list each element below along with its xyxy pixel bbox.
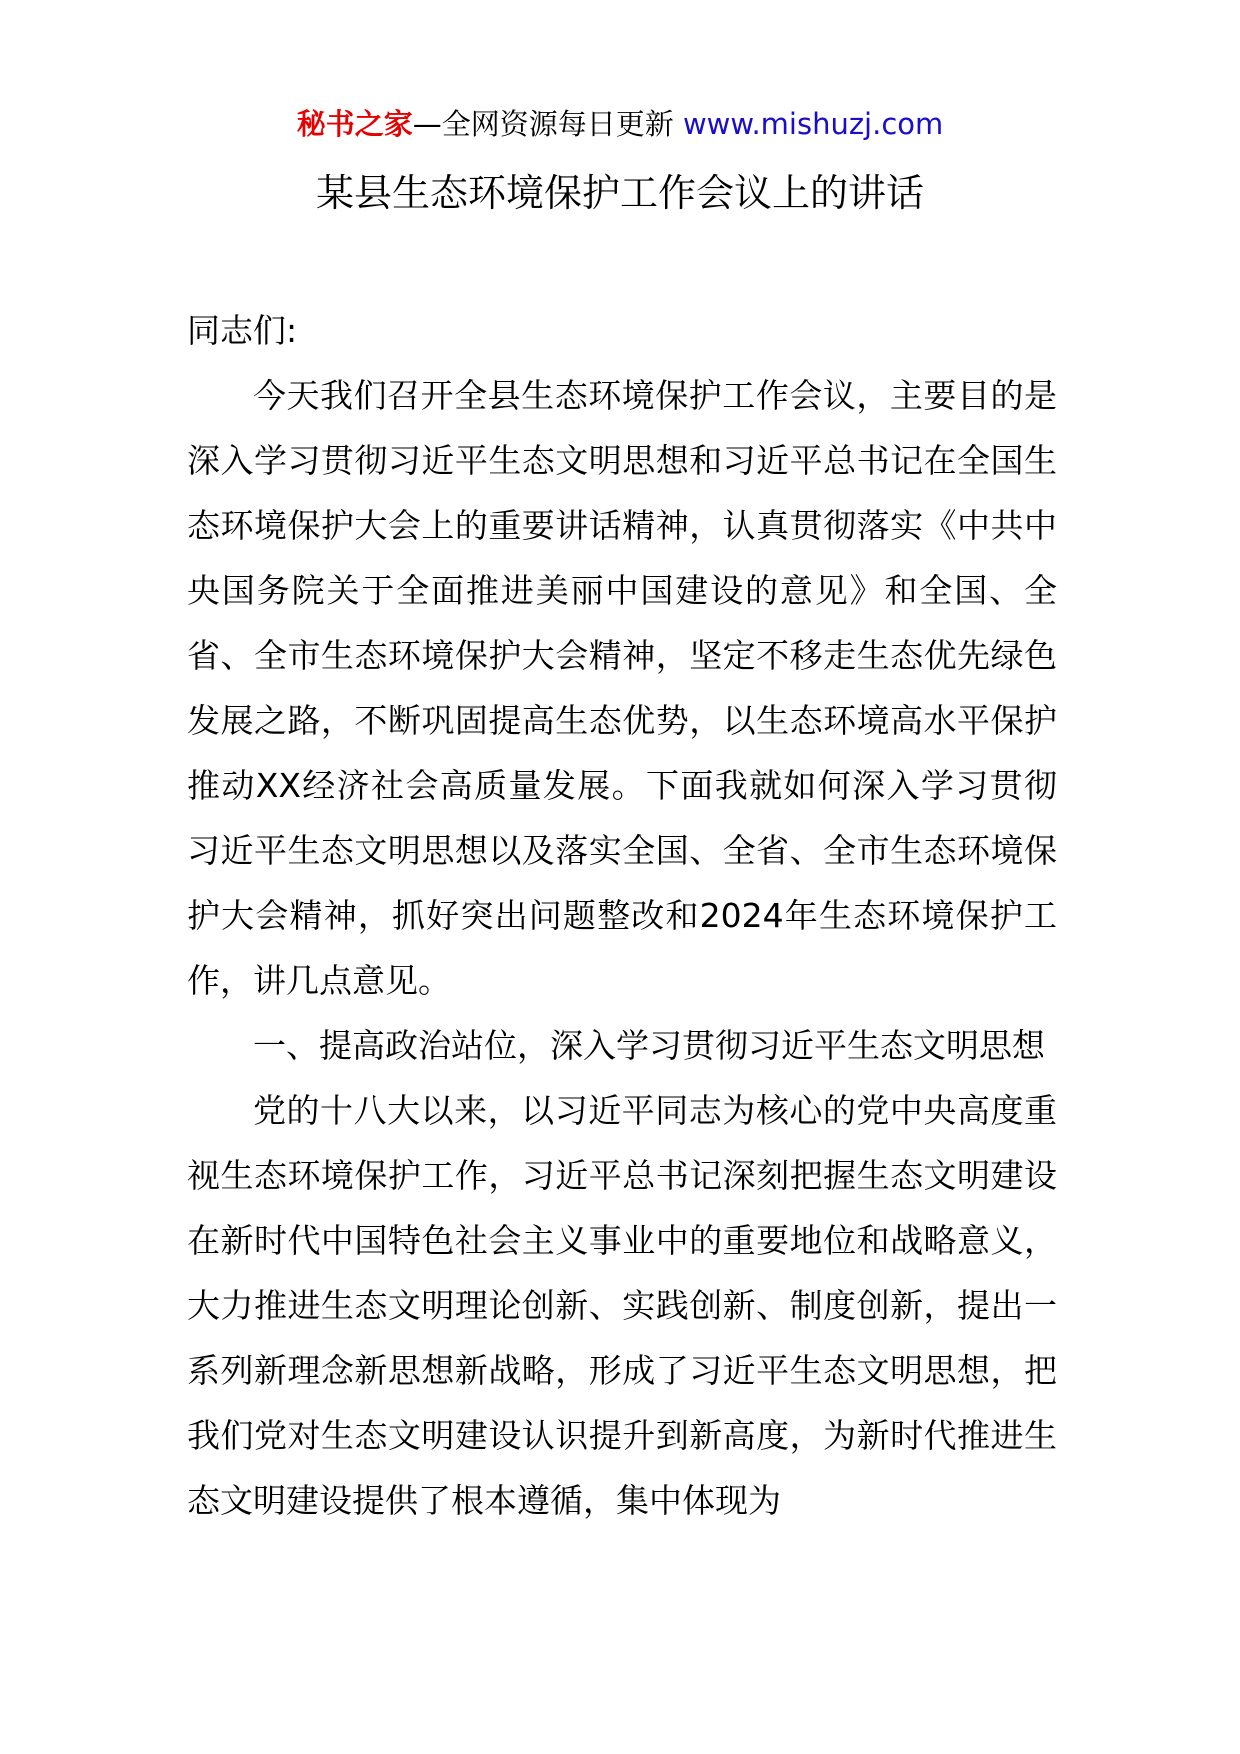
site-tagline: —全网资源每日更新 (412, 107, 674, 141)
site-url-link[interactable]: www.mishuzj.com (682, 107, 944, 141)
body-paragraph: 今天我们召开全县生态环境保护工作会议，主要目的是深入学习贯彻习近平生态文明思想和习近平总书记在全国生态环境保护大会上的重要讲话精神，认真贯彻落实《中共中央国务院关于全面推进美丽中国建设的意见》和全国、全省、全市生态环境保护大会精神，坚定不移走生态优先绿色发展之路，不断巩固提高生态优势，以生态环境高水平保护推动XX经济社会高质量发展。下面我就如何深入学习贯彻习近平生态文明思想以及落实全国、全省、全市生态环境保护大会精神，抓好突出问题整改和2024年生态环境保护工作，讲几点意见。 (187, 376, 1057, 1000)
site-banner (0, 104, 1240, 144)
section-heading: 一、提高政治站位，深入学习贯彻习近平生态文明思想 (253, 1026, 1045, 1065)
document-body (187, 298, 1057, 1533)
salutation: 同志们: (187, 311, 298, 350)
site-brand: 秘书之家 (296, 107, 413, 141)
document-title: 某县生态环境保护工作会议上的讲话 (315, 171, 924, 215)
body-paragraph: 党的十八大以来，以习近平同志为核心的党中央高度重视生态环境保护工作，习近平总书记深刻把握生态文明建设在新时代中国特色社会主义事业中的重要地位和战略意义，大力推进生态文明理论创新、实践创新、制度创新，提出一系列新理念新思想新战略，形成了习近平生态文明思想，把我们党对生态文明建设认识提升到新高度，为新时代推进生态文明建设提供了根本遵循，集中体现为 (187, 1091, 1057, 1520)
